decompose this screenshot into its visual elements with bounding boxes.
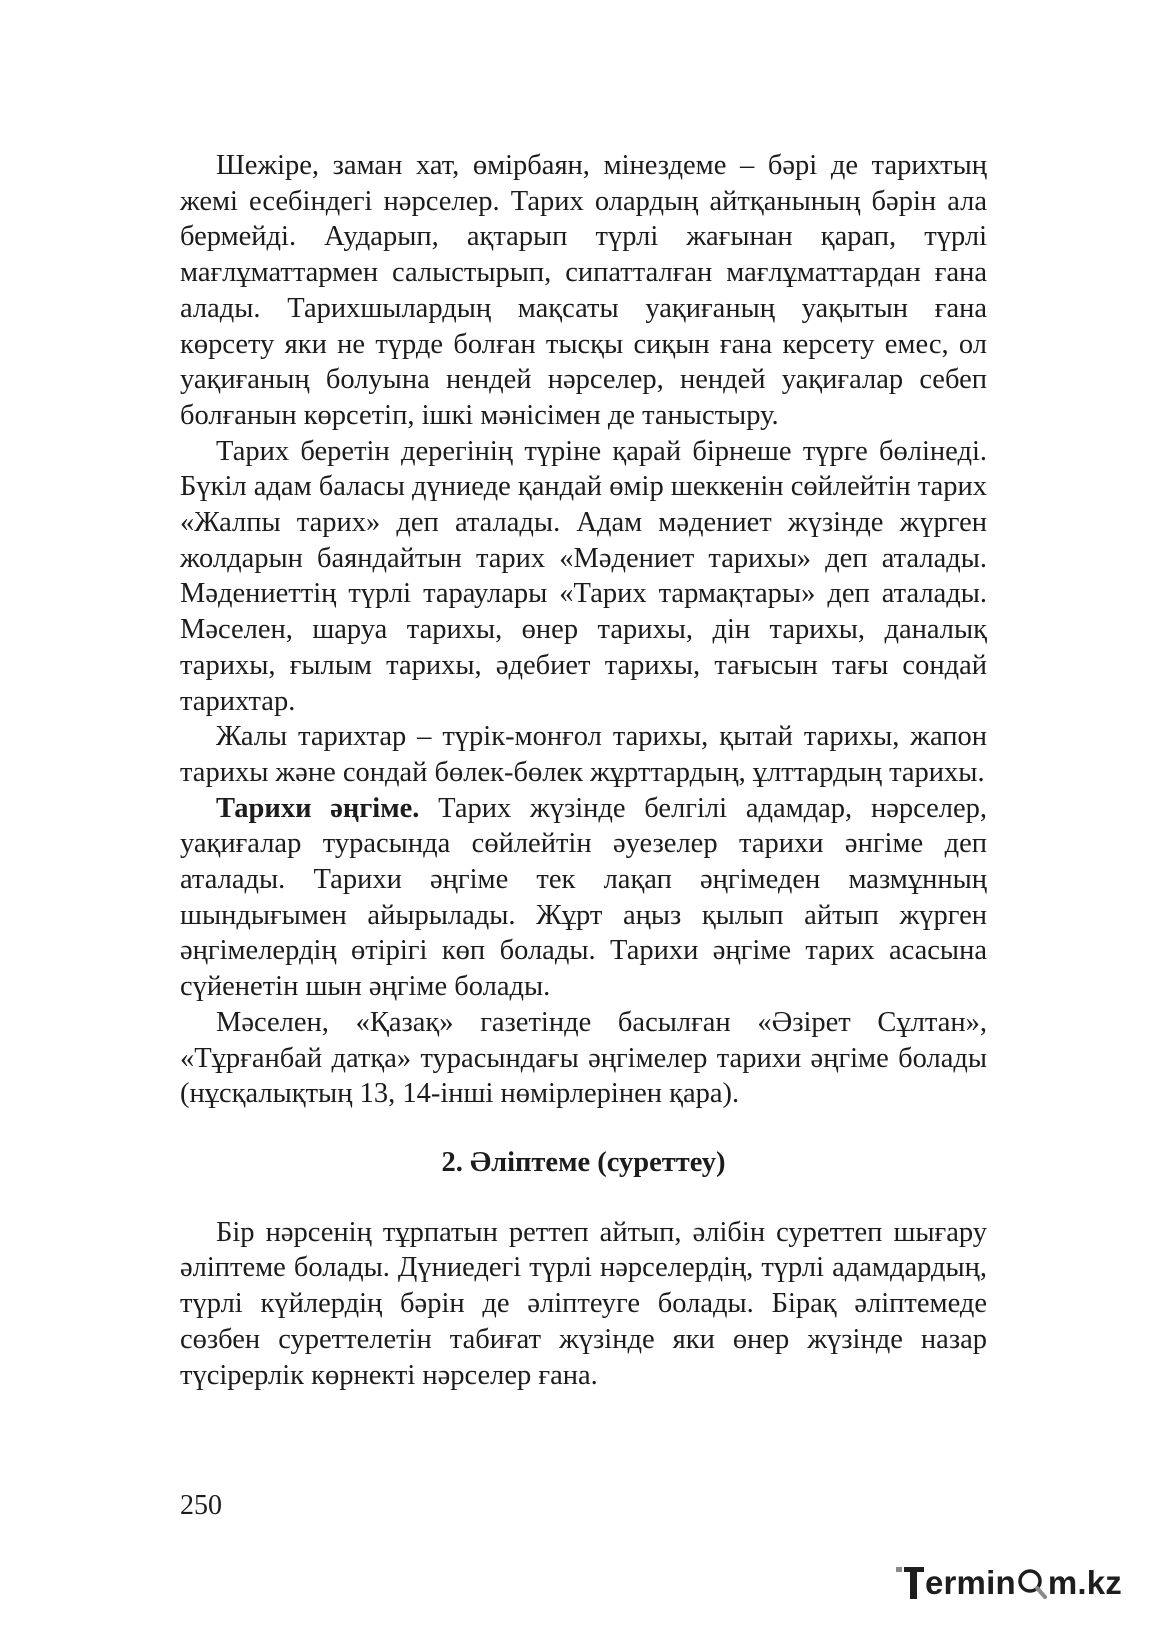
paragraph-4: Тарихи әңгіме. Тарих жүзінде белгілі адамдар, нәрселер, уақиғалар турасында сөйлейтін әуезелер тарихи әнгіме деп аталады. Тарихи әңгіме тек лақап әңгімеден мазмұнның шындығымен айырылады. Жұрт аңыз қылып айтып жүрген әңгімелердің өтірігі көп болады. Тарихи әңгіме тарих асасына сүйенетін шын әңгіме болады. [180, 792, 987, 1003]
paragraph-5: Мәселен, «Қазақ» газетінде басылған «Әзірет Сұлтан», «Тұрғанбай датқа» турасындағы әңгімелер тарихи әңгіме болады (нұсқалықтың 13, 14-інші нөмірлерінен қара). [180, 1006, 987, 1110]
paragraph-2: Тарих беретін дерегінің түріне қарай бірнеше түрге бөлінеді. Бүкіл адам баласы дүниеде қандай өмір шеккенін сөйлейтін тарих «Жалпы тарих» деп аталады. Адам мәдениет жүзінде жүрген жолдарын баяндайтын тарих «Мәдениет тарихы» деп аталады. Мәдениеттің түрлі тараулары «Тарих тармақтары» деп аталады. Мәселен, шаруа тарихы, өнер тарихы, дін тарихы, даналық тарихы, ғылым тарихы, әдебиет тарихы, тағысын тағы сондай тарихтар. [180, 435, 987, 717]
paragraph-1: Шежіре, заман хат, өмірбаян, мінездеме – бәрі де тарихтың жемі есебіндегі нәрселер. Тарих олардың айтқанының бәрін ала бермейді. Аударып, ақтарып түрлі жағынан қарап, түрлі мағлұматтармен салыстырып, сипатталған мағлұматтардан ғана алады. Тарихшылардың мақсаты уақиғаның уақытын ғана көрсету яки не түрде болған тысқы сиқын ғана керсету емес, ол уақиғаның болуына нендей нәрселер, нендей уақиғалар себеп болғанын көрсетіп, ішкі мәнісімен де таныстыру. [180, 150, 987, 431]
watermark-logo [895, 1563, 1122, 1603]
page-body [180, 148, 987, 1393]
paragraph-3: Жалы тарихтар – түрік-монғол тарихы, қытай тарихы, жапон тарихы және сондай бөлек-бөлек жұрттардың, ұлттардың тарихы. [180, 721, 987, 788]
watermark-text-start: ermin [924, 1564, 1016, 1601]
paragraph-lead-term: Тарихи әңгіме. [216, 792, 420, 824]
t-letter-icon [895, 1565, 925, 1601]
page-number: 250 [180, 1490, 222, 1521]
paragraph-6: Бір нәрсенің тұрпатын реттеп айтып, әлібін суреттеп шығару әліптеме болады. Дүниедегі түрлі нәрселердің, түрлі адамдардың, түрлі күйлердің бәрін де әліптеуге болады. Бірақ әліптемеде сөзбен суреттелетін табиғат жүзінде яки өнер жүзінде назар түсірерлік көрнекті нәрселер ғана. [180, 1216, 987, 1391]
section-heading: 2. Әліптеме (суреттеу) [441, 1146, 726, 1178]
magnifier-logo-icon [1016, 1566, 1048, 1600]
watermark-text-end: m.kz [1047, 1564, 1122, 1601]
